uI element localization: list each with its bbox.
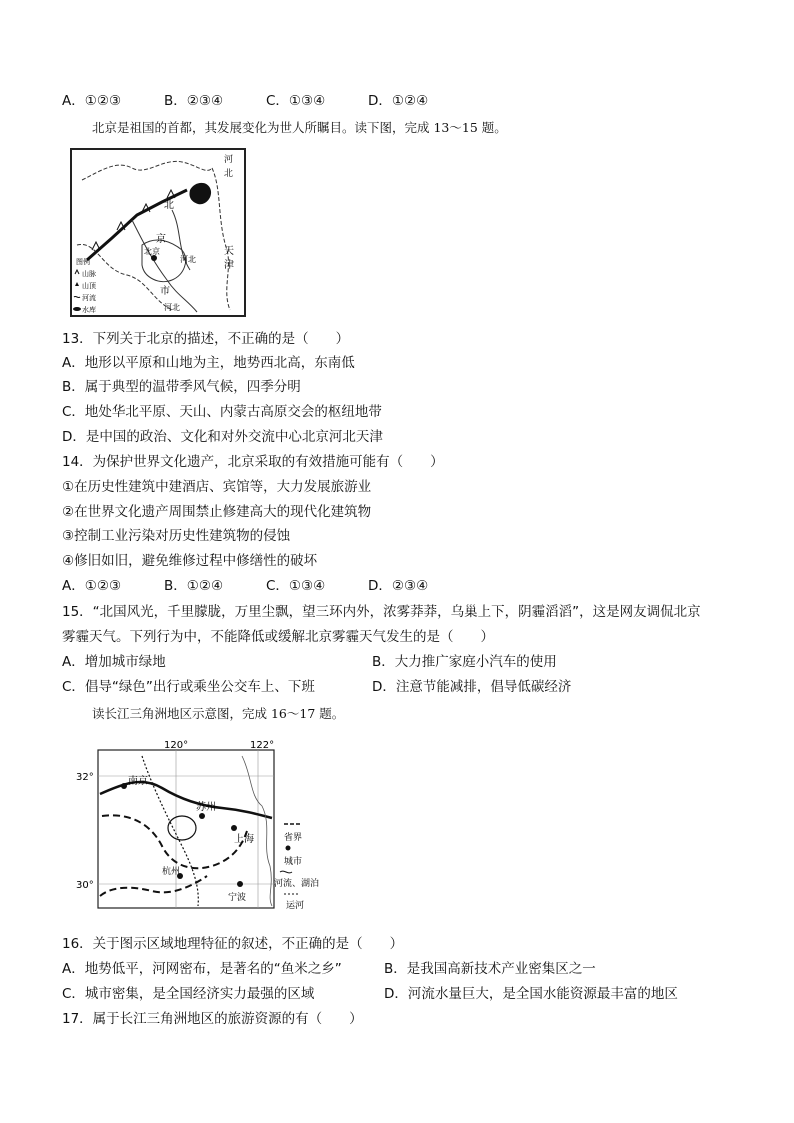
q16-options-row2 bbox=[62, 985, 678, 1003]
label-hebei-mid: 河北 bbox=[180, 255, 196, 264]
legend-item-river: 河流 bbox=[82, 294, 96, 302]
legend-item-peak: 山顶 bbox=[82, 282, 96, 290]
legend-item-reservoir: 水库 bbox=[82, 306, 96, 314]
option-c: C．①③④ bbox=[266, 93, 326, 109]
legend-title: 图例 bbox=[76, 258, 90, 266]
label-hebei-tr-1: 河 bbox=[224, 155, 234, 165]
options-row-12 bbox=[62, 92, 428, 110]
option-a: A．①②③ bbox=[62, 93, 122, 109]
q14-statement-3: ③控制工业污染对历史性建筑物的侵蚀 bbox=[62, 528, 291, 544]
lat-30-label: 30° bbox=[76, 880, 94, 891]
city-suzhou-label: 苏州 bbox=[196, 802, 216, 813]
q14-option-d: D．②③④ bbox=[368, 578, 429, 594]
province-boundary bbox=[100, 876, 207, 896]
label-bei: 北 bbox=[164, 200, 174, 211]
q13-option-a: A．地形以平原和山地为主，地势西北高，东南低 bbox=[62, 355, 355, 371]
q16-options-row1 bbox=[62, 960, 596, 978]
q17-stem: 17．属于长江三角洲地区的旅游资源的有（ ） bbox=[62, 1011, 363, 1027]
legend-river: 河流、湖泊 bbox=[274, 879, 320, 889]
lat-32-label: 32° bbox=[76, 772, 94, 783]
q13-option-c: C．地处华北平原、天山、内蒙古高原交会的枢纽地带 bbox=[62, 404, 382, 420]
city-shanghai-dot bbox=[231, 825, 237, 831]
q14-option-b: B．①②④ bbox=[164, 578, 224, 594]
label-shi: 市 bbox=[160, 286, 170, 297]
label-beijing: 北京 bbox=[144, 247, 160, 256]
boundary-line bbox=[212, 168, 230, 310]
delta-map bbox=[72, 736, 332, 922]
label-tian: 天 bbox=[224, 246, 234, 257]
q14-option-a: A．①②③ bbox=[62, 578, 122, 594]
q16-option-b: B．是我国高新技术产业密集区之一 bbox=[384, 961, 596, 977]
legend-reservoir-symbol bbox=[73, 307, 81, 311]
q16-option-d: D．河流水量巨大，是全国水能资源最丰富的地区 bbox=[384, 986, 678, 1002]
intro-delta: 读长江三角洲地区示意图，完成 16～17 题。 bbox=[92, 706, 345, 721]
q14-options-row bbox=[62, 577, 428, 595]
beijing-map bbox=[70, 148, 246, 317]
legend-canal: 运河 bbox=[286, 901, 305, 911]
boundary-line bbox=[82, 161, 212, 180]
delta-map-legend bbox=[274, 824, 319, 911]
q16-option-c: C．城市密集，是全国经济实力最强的区域 bbox=[62, 986, 315, 1002]
label-jing: 京 bbox=[156, 234, 166, 245]
q14-statement-1: ①在历史性建筑中建酒店、宾馆等，大力发展旅游业 bbox=[62, 479, 372, 495]
q16-stem: 16．关于图示区域地理特征的叙述，不正确的是（ ） bbox=[62, 936, 404, 952]
taihu-lake bbox=[168, 816, 196, 840]
city-nanjing-label: 南京 bbox=[128, 776, 148, 787]
legend-city-symbol bbox=[286, 846, 291, 851]
label-hebei-tr-2: 北 bbox=[224, 169, 234, 179]
legend-boundary: 省界 bbox=[284, 833, 303, 843]
option-b: B．②③④ bbox=[164, 93, 224, 109]
legend-city: 城市 bbox=[284, 857, 303, 867]
q13-option-b: B．属于典型的温带季风气候，四季分明 bbox=[62, 379, 301, 395]
reservoir bbox=[189, 183, 211, 204]
q15-option-a: A．增加城市绿地 bbox=[62, 654, 166, 670]
city-nanjing-dot bbox=[121, 783, 127, 789]
beijing-map-drawing bbox=[72, 150, 244, 315]
lon-122-label: 122° bbox=[250, 740, 275, 751]
label-hebei-bottom: 河北 bbox=[164, 303, 180, 312]
legend-river-symbol bbox=[74, 296, 80, 297]
q15-stem-line2: 雾霾天气。下列行为中，不能降低或缓解北京雾霾天气发生的是（ ） bbox=[62, 629, 494, 645]
city-suzhou-dot bbox=[199, 813, 205, 819]
legend-river-symbol bbox=[280, 871, 292, 873]
q13-option-d: D．是中国的政治、文化和对外交流中心北京河北天津 bbox=[62, 429, 383, 445]
q15-option-c: C．倡导“绿色”出行或乘坐公交车上、下班 bbox=[62, 679, 315, 695]
beijing-map-legend bbox=[73, 257, 97, 314]
legend-mountain-symbol bbox=[75, 270, 79, 274]
q15-stem-line1: 15．“北国风光，千里朦胧，万里尘飘，望三环内外，浓雾莽莽，乌巢上下，阴霾滔滔”，这是网友调侃北京 bbox=[62, 604, 701, 620]
province-boundary bbox=[102, 815, 247, 868]
city-hangzhou-label: 杭州 bbox=[162, 867, 181, 877]
q13-stem: 13．下列关于北京的描述，不正确的是（ ） bbox=[62, 331, 350, 347]
option-d: D．①②④ bbox=[368, 93, 429, 109]
lon-120-label: 120° bbox=[164, 740, 189, 751]
city-ningbo-label: 宁波 bbox=[228, 893, 247, 903]
city-shanghai-label: 上海 bbox=[234, 834, 254, 845]
q15-option-d: D．注意节能减排，倡导低碳经济 bbox=[372, 679, 572, 695]
q15-options-row2 bbox=[62, 678, 571, 696]
q15-options-row1 bbox=[62, 653, 557, 671]
q14-option-c: C．①③④ bbox=[266, 578, 326, 594]
q14-statement-4: ④修旧如旧，避免维修过程中修缮性的破坏 bbox=[62, 553, 318, 569]
legend-peak-symbol bbox=[75, 282, 79, 286]
legend-item-mountain: 山脉 bbox=[82, 270, 96, 278]
grand-canal bbox=[142, 756, 198, 906]
q14-statement-2: ②在世界文化遗产周围禁止修建高大的现代化建筑物 bbox=[62, 504, 372, 520]
q14-stem: 14．为保护世界文化遗产，北京采取的有效措施可能有（ ） bbox=[62, 454, 444, 470]
city-ningbo-dot bbox=[237, 881, 243, 887]
delta-map-drawing bbox=[72, 736, 332, 922]
label-jin: 津 bbox=[224, 260, 234, 271]
q16-option-a: A．地势低平，河网密布，是著名的“鱼米之乡” bbox=[62, 961, 342, 977]
intro-beijing: 北京是祖国的首都，其发展变化为世人所瞩目。读下图，完成 13～15 题。 bbox=[92, 120, 507, 135]
q15-option-b: B．大力推广家庭小汽车的使用 bbox=[372, 654, 557, 670]
